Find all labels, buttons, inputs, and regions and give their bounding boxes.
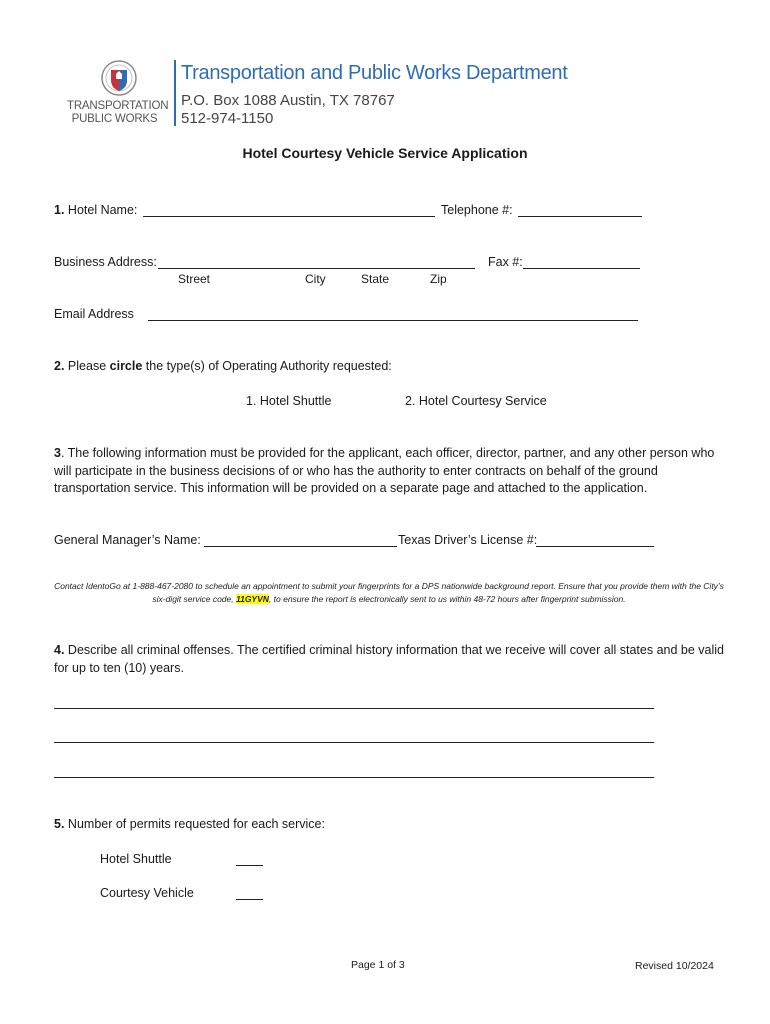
hotel-shuttle-permits-label: Hotel Shuttle [100,852,172,866]
operating-authority-prompt: 2. Please circle the type(s) of Operating Authority requested: [54,359,392,373]
business-address-field[interactable] [158,268,475,269]
page-title: Hotel Courtesy Vehicle Service Application [242,145,528,161]
telephone-label: Telephone #: [441,203,513,217]
email-field[interactable] [148,320,638,321]
revision-date: Revised 10/2024 [635,960,714,972]
permits-prompt: 5. Number of permits requested for each service: [54,817,325,831]
courtesy-vehicle-permits-field[interactable] [236,899,263,900]
street-sublabel: Street [178,272,211,286]
hotel-name-field[interactable] [143,216,435,217]
city-seal-logo [95,58,143,98]
department-phone: 512-974-1150 [181,110,274,127]
city-sublabel: City [305,272,326,286]
offense-line-1[interactable] [54,708,654,709]
fax-field[interactable] [523,268,640,269]
drivers-license-field[interactable] [536,546,654,547]
fingerprint-note: Contact IdentoGo at 1-888-467-2080 to schedule an appointment to submit your fingerprints for a DPS nationwide background report. Ensure that you provide them with the City’s six-digit service code, 11GYVN, to ensure the report is electronically sent to us within 48-72 hours after fingerprint submission. [54,581,724,604]
telephone-field[interactable] [518,216,642,217]
fax-label: Fax #: [488,255,523,269]
business-address-label: Business Address: [54,255,157,269]
section4-paragraph: 4. Describe all criminal offenses. The certified criminal history information that we receive will cover all states and be valid for up to ten (10) years. [54,643,724,675]
service-code-highlight: 11GYVN [236,594,269,604]
option-hotel-shuttle[interactable]: 1. Hotel Shuttle [246,394,332,408]
state-sublabel: State [361,272,390,286]
offense-line-2[interactable] [54,742,654,743]
department-address: P.O. Box 1088 Austin, TX 78767 [181,92,395,109]
header-divider [174,60,176,126]
department-name: Transportation and Public Works Department [181,62,568,84]
email-label: Email Address [54,307,134,321]
section3-paragraph: 3. The following information must be provided for the applicant, each officer, director, partner, and any other person who will participate in the business decisions of or who has the authority to enter contracts on behalf of the ground transportation service. This information will be provided on a separate page and attached to the application. [54,446,715,495]
general-manager-field[interactable] [204,546,397,547]
drivers-license-label: Texas Driver’s License #: [398,533,538,547]
option-hotel-courtesy-service[interactable]: 2. Hotel Courtesy Service [405,394,547,408]
zip-sublabel: Zip [430,272,447,286]
offense-line-3[interactable] [54,777,654,778]
logo-wordmark: TRANSPORTATION PUBLIC WORKS [67,100,169,125]
general-manager-label: General Manager’s Name: [54,533,201,547]
courtesy-vehicle-permits-label: Courtesy Vehicle [100,886,194,900]
page-number: Page 1 of 3 [351,959,405,971]
hotel-name-label: 1. Hotel Name: [54,203,138,217]
hotel-shuttle-permits-field[interactable] [236,865,263,866]
